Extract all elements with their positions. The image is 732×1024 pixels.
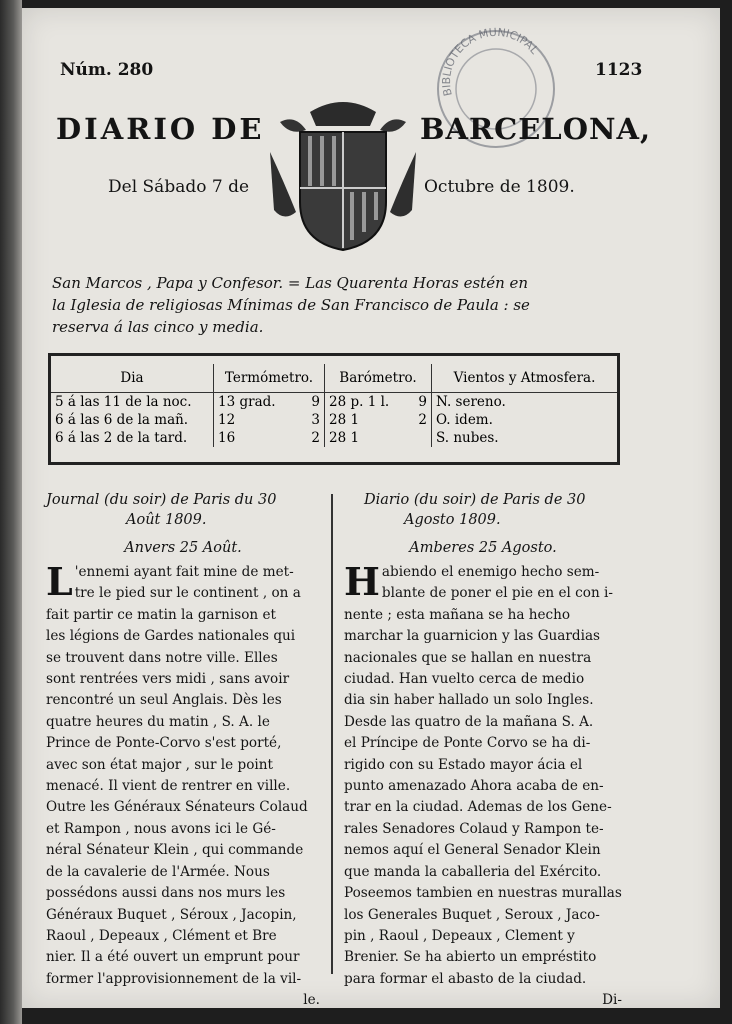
drop-cap: L xyxy=(46,559,73,604)
weather-row xyxy=(51,393,617,412)
text-line: rencontré un seul Anglais. Dès les xyxy=(46,692,282,709)
saint-notice xyxy=(52,272,624,338)
article-body xyxy=(344,559,622,1012)
text-line: trar en la ciudad. Ademas de los Gene- xyxy=(344,799,612,816)
text-line: Généraux Buquet , Séroux , Jacopin, xyxy=(46,906,297,923)
row-wind: N. sereno. xyxy=(432,393,618,412)
row-bar: 28 p. 1 l. 9 xyxy=(325,393,432,412)
text-line: para formar el abasto de la ciudad. xyxy=(344,970,587,987)
row-dia: 6 á las 2 de la tard. xyxy=(55,430,188,446)
svg-text:BIBLIOTECA MUNICIPAL xyxy=(440,26,541,97)
text-line: rales Senadores Colaud y Rampon te- xyxy=(344,820,604,837)
heading-line: Diario (du soir) de Paris de 30 xyxy=(364,492,586,508)
col-barometro: Barómetro. xyxy=(325,364,432,393)
text-line: Outre les Généraux Sénateurs Colaud xyxy=(46,799,308,816)
article-body xyxy=(46,559,320,1012)
text-line: nacionales que se hallan en nuestra xyxy=(344,649,592,666)
text-line: possédons aussi dans nos murs les xyxy=(46,885,286,902)
stamp-text: BIBLIOTECA MUNICIPAL xyxy=(440,25,541,98)
text-line: les légions de Gardes nationales qui xyxy=(46,628,296,645)
text-line: nente ; esta mañana se ha hecho xyxy=(344,606,571,623)
text-line: de la cavalerie de l'Armée. Nous xyxy=(46,863,270,880)
text-line: tre le pied sur le continent , on a xyxy=(74,585,301,602)
text-line: former l'approvisionnement de la vil- xyxy=(46,970,302,987)
heading-line: Août 1809. xyxy=(126,512,207,528)
text-line: menacé. Il vient de rentrer en ville. xyxy=(46,778,291,795)
col-dia: Dia xyxy=(51,364,214,393)
text-line-last: Di- xyxy=(602,992,622,1009)
text-line: Prince de Ponte-Corvo s'est porté, xyxy=(46,735,282,752)
saint-line: la Iglesia de religiosas Mínimas de San Francisco de Paula : se xyxy=(52,296,530,314)
text-line: abiendo el enemigo hecho sem- xyxy=(381,564,600,580)
text-line: nier. Il a été ouvert un emprunt pour xyxy=(46,949,300,966)
row-temp: 12 3 xyxy=(214,411,325,429)
row-dia: 5 á las 11 de la noc. xyxy=(55,394,192,410)
book-spine-edge xyxy=(0,0,22,1024)
title-left: DIARIO DE xyxy=(56,112,265,146)
drop-cap: H xyxy=(344,559,380,604)
text-line: rigido con su Estado mayor ácia el xyxy=(344,756,583,773)
saint-line: San Marcos , Papa y Confesor. = Las Quarenta Horas estén en xyxy=(52,274,529,292)
article-french xyxy=(46,490,320,1012)
text-line: que manda la caballeria del Exército. xyxy=(344,863,602,880)
saint-line: reserva á las cinco y media. xyxy=(52,318,264,336)
page-number: 1123 xyxy=(595,60,643,80)
text-line-last: le. xyxy=(303,992,320,1009)
text-line: el Príncipe de Ponte Corvo se ha di- xyxy=(344,735,591,752)
text-line: los Generales Buquet , Seroux , Jaco- xyxy=(344,906,600,923)
weather-row xyxy=(51,429,617,447)
date-right: Octubre de 1809. xyxy=(424,177,575,197)
article-dateline: Anvers 25 Août. xyxy=(124,540,242,556)
text-line: ciudad. Han vuelto cerca de medio xyxy=(344,671,585,688)
row-wind: O. idem. xyxy=(432,411,618,429)
text-line: Raoul , Depeaux , Clément et Bre xyxy=(46,927,277,944)
col-termometro: Termómetro. xyxy=(214,364,325,393)
row-bar: 28 1 2 xyxy=(325,411,432,429)
text-line: punto amenazado Ahora acaba de en- xyxy=(344,778,604,795)
text-line: quatre heures du matin , S. A. le xyxy=(46,713,270,730)
row-temp: 16 2 xyxy=(214,429,325,447)
text-line: fait partir ce matin la garnison et xyxy=(46,606,276,623)
text-line: sont rentrées vers midi , sans avoir xyxy=(46,671,290,688)
row-wind: S. nubes. xyxy=(432,429,618,447)
text-line: pin , Raoul , Depeaux , Clement y xyxy=(344,927,575,944)
text-line: marchar la guarnicion y las Guardias xyxy=(344,628,601,645)
text-line: avec son état major , sur le point xyxy=(46,756,273,773)
weather-table xyxy=(48,353,620,465)
heading-line: Journal (du soir) de Paris du 30 xyxy=(46,492,277,508)
text-line: nemos aquí el General Senador Klein xyxy=(344,842,601,859)
row-temp: 13 grad. 9 xyxy=(214,393,325,412)
text-line: blante de poner el pie en el con i- xyxy=(381,585,613,602)
text-line: Desde las quatro de la mañana S. A. xyxy=(344,713,594,730)
heading-line: Agosto 1809. xyxy=(404,512,501,528)
text-line: néral Sénateur Klein , qui commande xyxy=(46,842,304,859)
weather-header-row xyxy=(51,364,617,393)
text-line: et Rampon , nous avons ici le Gé- xyxy=(46,820,276,837)
article-dateline: Amberes 25 Agosto. xyxy=(409,540,557,556)
issue-number: Núm. 280 xyxy=(60,60,154,80)
date-left: Del Sábado 7 de xyxy=(108,177,250,197)
text-line: dia sin haber hallado un solo Ingles. xyxy=(344,692,594,709)
article-heading xyxy=(46,490,320,530)
col-vientos: Vientos y Atmosfera. xyxy=(432,364,618,393)
barcelona-coat-of-arms xyxy=(270,92,416,254)
article-heading xyxy=(344,490,622,530)
text-line: Poseemos tambien en nuestras murallas xyxy=(344,885,622,902)
text-line: Brenier. Se ha abierto un empréstito xyxy=(344,949,597,966)
row-dia: 6 á las 6 de la mañ. xyxy=(55,412,189,428)
text-line: 'ennemi ayant fait mine de met- xyxy=(74,564,294,580)
weather-row xyxy=(51,411,617,429)
column-divider xyxy=(331,494,333,974)
text-line: se trouvent dans notre ville. Elles xyxy=(46,649,278,666)
row-bar: 28 1 xyxy=(325,429,432,447)
article-spanish xyxy=(344,490,622,1012)
title-right: BARCELONA, xyxy=(420,112,652,146)
